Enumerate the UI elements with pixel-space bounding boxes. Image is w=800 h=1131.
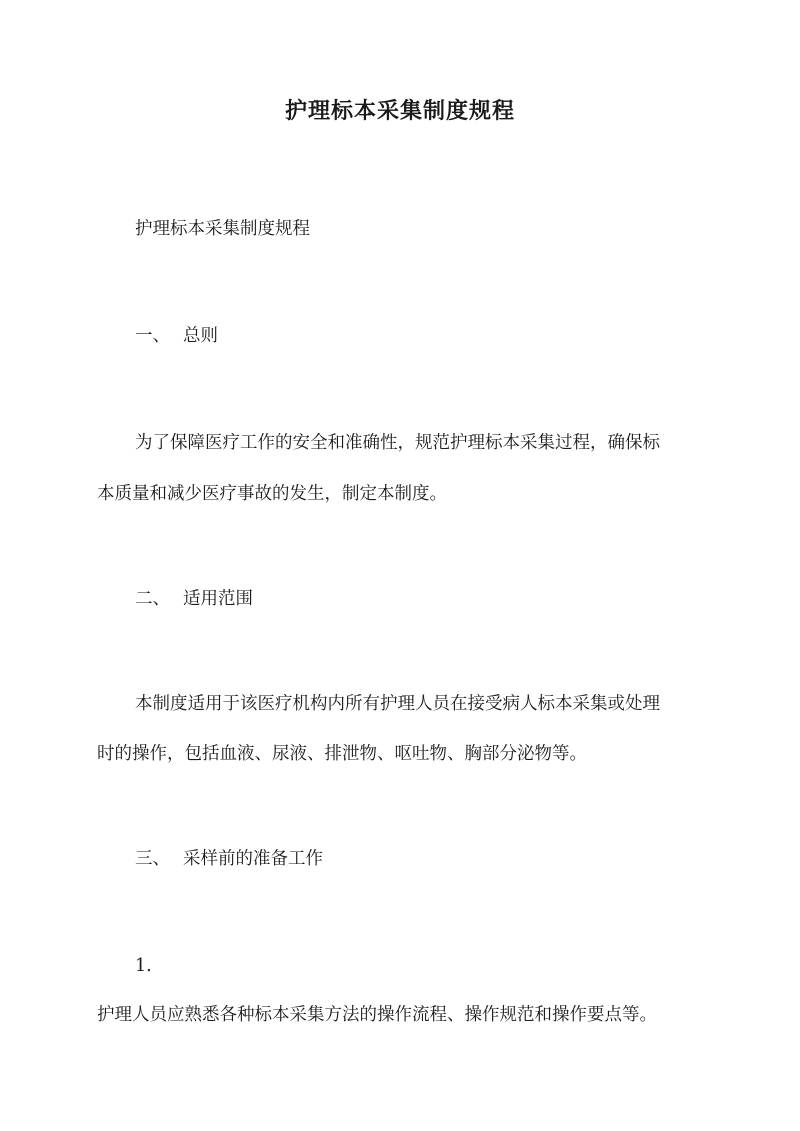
paragraph-line: 为了保障医疗工作的安全和准确性，规范护理标本采集过程，确保标 bbox=[135, 433, 660, 453]
section-number: 一、 bbox=[135, 326, 170, 346]
list-item-text: 护理人员应熟悉各种标本采集方法的操作流程、操作规范和操作要点等。 bbox=[97, 1005, 657, 1025]
section-number: 三、 bbox=[135, 849, 170, 869]
section-number: 二、 bbox=[135, 589, 170, 609]
section-heading-2 bbox=[135, 584, 253, 614]
document-subtitle: 护理标本采集制度规程 bbox=[135, 219, 310, 239]
page-title: 护理标本采集制度规程 bbox=[284, 98, 515, 124]
list-item-marker: 1. bbox=[135, 956, 152, 976]
paragraph-line: 时的操作，包括血液、尿液、排泄物、呕吐物、胸部分泌物等。 bbox=[97, 744, 587, 764]
paragraph-line: 本质量和减少医疗事故的发生，制定本制度。 bbox=[97, 484, 447, 504]
section-heading-text: 采样前的准备工作 bbox=[183, 849, 323, 869]
section-heading-1 bbox=[135, 321, 218, 351]
section-heading-3 bbox=[135, 844, 323, 874]
section-heading-text: 适用范围 bbox=[183, 589, 253, 609]
paragraph-line: 本制度适用于该医疗机构内所有护理人员在接受病人标本采集或处理 bbox=[135, 694, 660, 714]
section-heading-text: 总则 bbox=[183, 326, 218, 346]
